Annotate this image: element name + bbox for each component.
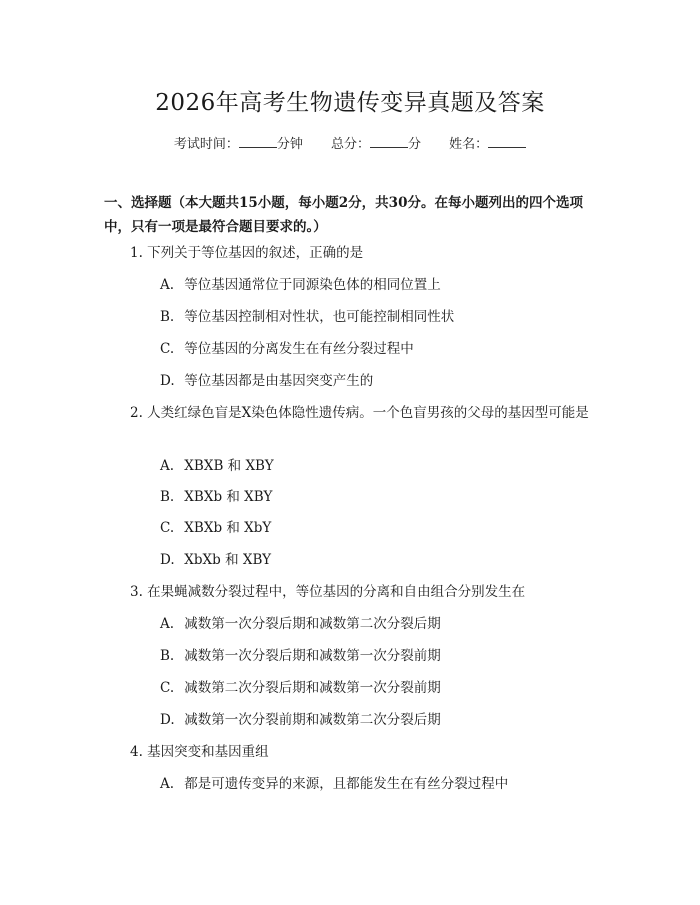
- question-1-option-a: [160, 274, 441, 296]
- option-letter: C.: [160, 520, 175, 536]
- option-letter: D.: [160, 552, 175, 568]
- exam-time-unit: 分钟: [276, 137, 303, 152]
- option-letter: B.: [160, 309, 175, 325]
- option-letter: A.: [160, 776, 175, 792]
- option-text: 减数第一次分裂后期和减数第二次分裂后期: [184, 616, 441, 632]
- question-2: 2. 人类红绿色盲是X染色体隐性遗传病。一个色盲男孩的父母的基因型可能是: [130, 405, 589, 421]
- option-text: 都是可遗传变异的来源，且都能发生在有丝分裂过程中: [184, 776, 509, 792]
- option-text: XBXB 和 XBY: [184, 458, 274, 474]
- option-text: XbXb 和 XBY: [184, 552, 272, 568]
- option-letter: D.: [160, 373, 175, 389]
- option-letter: A.: [160, 616, 175, 632]
- question-1-option-d: [160, 370, 373, 392]
- question-3: 3. 在果蝇减数分裂过程中，等位基因的分离和自由组合分别发生在: [130, 584, 526, 600]
- option-letter: B.: [160, 489, 175, 505]
- option-letter: B.: [160, 648, 175, 664]
- question-3-option-b: [160, 645, 441, 667]
- section-heading: 一、选择题（本大题共15小题，每小题2分，共30分。在每小题列出的四个选项中，只有一项是最符合题目要求的。）: [104, 195, 583, 235]
- question-2-option-d: [160, 549, 271, 571]
- question-1-option-c: [160, 338, 414, 360]
- option-text: 减数第二次分裂后期和减数第一次分裂前期: [184, 680, 441, 696]
- question-1-option-b: [160, 306, 454, 328]
- total-score-field: [331, 137, 425, 152]
- question-3-option-d: [160, 709, 441, 731]
- question-3-option-c: [160, 677, 441, 699]
- exam-meta: [0, 133, 700, 152]
- option-text: 等位基因通常位于同源染色体的相同位置上: [184, 277, 441, 293]
- option-text: XBXb 和 XbY: [184, 520, 272, 536]
- total-score-label: 总分：: [330, 137, 370, 152]
- option-text: 减数第一次分裂后期和减数第一次分裂前期: [184, 648, 441, 664]
- option-text: 等位基因的分离发生在有丝分裂过程中: [184, 341, 414, 357]
- option-text: XBXb 和 XBY: [184, 489, 273, 505]
- question-2-option-a: [160, 455, 274, 477]
- total-score-unit: 分: [408, 137, 422, 152]
- question-2-option-c: [160, 517, 271, 539]
- option-letter: C.: [160, 680, 175, 696]
- name-label: 姓名：: [449, 137, 489, 152]
- question-2-option-b: [160, 486, 272, 508]
- option-text: 减数第一次分裂前期和减数第二次分裂后期: [184, 712, 441, 728]
- option-letter: D.: [160, 712, 175, 728]
- question-4-option-a: [160, 773, 508, 795]
- option-letter: C.: [160, 341, 175, 357]
- option-letter: A.: [160, 277, 175, 293]
- option-text: 等位基因都是由基因突变产生的: [184, 373, 374, 389]
- option-text: 等位基因控制相对性状，也可能控制相同性状: [184, 309, 455, 325]
- question-3-option-a: [160, 613, 441, 635]
- question-1: 1. 下列关于等位基因的叙述，正确的是: [130, 245, 364, 261]
- exam-time-field: [174, 137, 307, 152]
- exam-time-label: 考试时间：: [173, 137, 239, 152]
- name-field: [449, 137, 526, 152]
- question-4: 4. 基因突变和基因重组: [130, 744, 269, 760]
- exam-time-blank: [239, 136, 277, 148]
- page-title: 2026年高考生物遗传变异真题及答案: [155, 90, 545, 116]
- name-blank: [488, 136, 526, 148]
- option-letter: A.: [160, 458, 175, 474]
- total-score-blank: [370, 136, 408, 148]
